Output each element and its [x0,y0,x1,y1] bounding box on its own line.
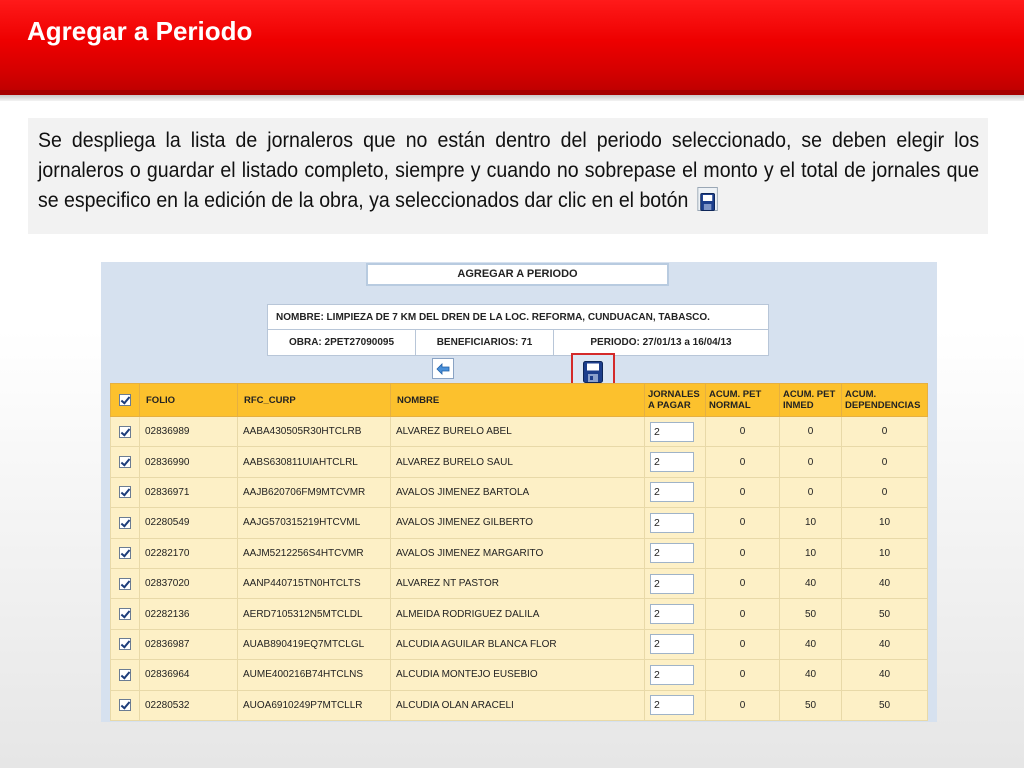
row-acum-normal: 0 [706,629,780,659]
col-rfc: RFC_CURP [238,384,391,417]
jornales-input[interactable] [650,634,694,654]
row-rfc: AUOA6910249P7MTCLLR [238,690,391,720]
obra-info-panel [267,304,769,356]
slide-header [0,0,1024,90]
obra-id: OBRA: 2PET27090095 [268,330,416,355]
row-acum-normal: 0 [706,660,780,690]
col-folio: FOLIO [140,384,238,417]
col-jornales: JORNALES A PAGAR [645,384,706,417]
row-acum-inmed: 40 [780,660,842,690]
table-row [111,447,928,477]
table-row [111,660,928,690]
row-acum-dependencias: 40 [842,660,928,690]
row-rfc: AAJM5212256S4HTCVMR [238,538,391,568]
row-acum-normal: 0 [706,690,780,720]
row-acum-dependencias: 40 [842,568,928,598]
jornales-input[interactable] [650,482,694,502]
row-nombre: ALVAREZ BURELO ABEL [391,417,645,447]
row-jornales-cell [645,599,706,629]
row-acum-normal: 0 [706,477,780,507]
row-acum-normal: 0 [706,447,780,477]
row-nombre: ALVAREZ BURELO SAUL [391,447,645,477]
row-jornales-cell [645,568,706,598]
row-checkbox[interactable] [111,660,140,690]
row-acum-normal: 0 [706,538,780,568]
col-acum-inmed: ACUM. PET INMED [780,384,842,417]
periodo-range: PERIODO: 27/01/13 a 16/04/13 [590,337,732,348]
row-folio: 02280532 [140,690,238,720]
app-title: AGREGAR A PERIODO [366,263,669,286]
row-rfc: AANP440715TN0HTCLTS [238,568,391,598]
table-row [111,538,928,568]
row-folio: 02836987 [140,629,238,659]
jornaleros-table [110,383,928,721]
description-text [38,126,979,216]
row-jornales-cell [645,508,706,538]
col-acum-normal: ACUM. PET NORMAL [706,384,780,417]
row-folio: 02282170 [140,538,238,568]
row-acum-dependencias: 10 [842,508,928,538]
jornales-input[interactable] [650,604,694,624]
table-row [111,417,928,447]
jornales-input[interactable] [650,452,694,472]
row-rfc: AABS630811UIAHTCLRL [238,447,391,477]
row-acum-inmed: 40 [780,629,842,659]
table-row [111,477,928,507]
slide-title: Agregar a Periodo [27,16,253,46]
table-row [111,508,928,538]
obra-nombre: NOMBRE: LIMPIEZA DE 7 KM DEL DREN DE LA LOC. REFORMA, CUNDUACAN, TABASCO. [268,305,768,330]
row-folio: 02836989 [140,417,238,447]
table-row [111,690,928,720]
row-nombre: AVALOS JIMENEZ GILBERTO [391,508,645,538]
row-acum-normal: 0 [706,568,780,598]
row-folio: 02282136 [140,599,238,629]
jornales-input[interactable] [650,695,694,715]
row-acum-dependencias: 0 [842,477,928,507]
row-acum-dependencias: 50 [842,599,928,629]
row-nombre: ALMEIDA RODRIGUEZ DALILA [391,599,645,629]
jornales-input[interactable] [650,543,694,563]
table-row [111,568,928,598]
beneficiarios-count: BENEFICIARIOS: 71 [416,330,554,355]
row-rfc: AAJB620706FM9MTCVMR [238,477,391,507]
row-jornales-cell [645,660,706,690]
row-acum-inmed: 10 [780,508,842,538]
row-acum-inmed: 0 [780,417,842,447]
back-arrow-icon [436,363,450,375]
row-nombre: AVALOS JIMENEZ BARTOLA [391,477,645,507]
jornales-input[interactable] [650,665,694,685]
row-checkbox[interactable] [111,417,140,447]
row-folio: 02836990 [140,447,238,477]
table-header-row [111,384,928,417]
description-body: Se despliega la lista de jornaleros que no están dentro del periodo seleccionado, se deben elegir los jornaleros o guardar el listado completo, siempre y cuando no sobrepase el monto y el total de jornales que se especifico en la edición de la obra, ya seleccionados dar clic en el botón [38,129,980,212]
row-acum-normal: 0 [706,417,780,447]
col-acum-dependencias: ACUM. DEPENDENCIAS [842,384,928,417]
row-acum-dependencias: 10 [842,538,928,568]
row-jornales-cell [645,417,706,447]
row-rfc: AUAB890419EQ7MTCLGL [238,629,391,659]
row-acum-inmed: 10 [780,538,842,568]
row-acum-normal: 0 [706,599,780,629]
row-rfc: AUME400216B74HTCLNS [238,660,391,690]
row-acum-inmed: 50 [780,690,842,720]
row-nombre: ALCUDIA MONTEJO EUSEBIO [391,660,645,690]
row-checkbox[interactable] [111,447,140,477]
row-nombre: ALCUDIA OLAN ARACELI [391,690,645,720]
row-checkbox[interactable] [111,568,140,598]
table-row [111,599,928,629]
description-box [28,118,988,234]
row-rfc: AAJG570315219HTCVML [238,508,391,538]
row-nombre: AVALOS JIMENEZ MARGARITO [391,538,645,568]
row-acum-dependencias: 50 [842,690,928,720]
row-acum-inmed: 0 [780,447,842,477]
app-screenshot [101,262,937,722]
back-button[interactable] [432,358,454,379]
header-shadow [0,95,1024,101]
save-icon [583,361,603,383]
row-acum-inmed: 40 [780,568,842,598]
row-acum-inmed: 50 [780,599,842,629]
row-jornales-cell [645,690,706,720]
row-checkbox[interactable] [111,477,140,507]
row-folio: 02280549 [140,508,238,538]
jornales-input[interactable] [650,422,694,442]
row-jornales-cell [645,538,706,568]
row-nombre: ALVAREZ NT PASTOR [391,568,645,598]
select-all-checkbox[interactable] [111,384,140,417]
row-acum-dependencias: 0 [842,447,928,477]
table-row [111,629,928,659]
row-folio: 02836971 [140,477,238,507]
row-checkbox[interactable] [111,538,140,568]
save-icon [698,187,718,211]
row-checkbox[interactable] [111,690,140,720]
row-jornales-cell [645,447,706,477]
jornales-input[interactable] [650,513,694,533]
row-jornales-cell [645,629,706,659]
row-acum-dependencias: 40 [842,629,928,659]
row-acum-normal: 0 [706,508,780,538]
row-nombre: ALCUDIA AGUILAR BLANCA FLOR [391,629,645,659]
row-rfc: AABA430505R30HTCLRB [238,417,391,447]
row-checkbox[interactable] [111,629,140,659]
row-folio: 02837020 [140,568,238,598]
row-acum-dependencias: 0 [842,417,928,447]
row-rfc: AERD7105312N5MTCLDL [238,599,391,629]
row-acum-inmed: 0 [780,477,842,507]
row-checkbox[interactable] [111,508,140,538]
col-nombre: NOMBRE [391,384,645,417]
jornales-input[interactable] [650,574,694,594]
row-folio: 02836964 [140,660,238,690]
row-jornales-cell [645,477,706,507]
row-checkbox[interactable] [111,599,140,629]
